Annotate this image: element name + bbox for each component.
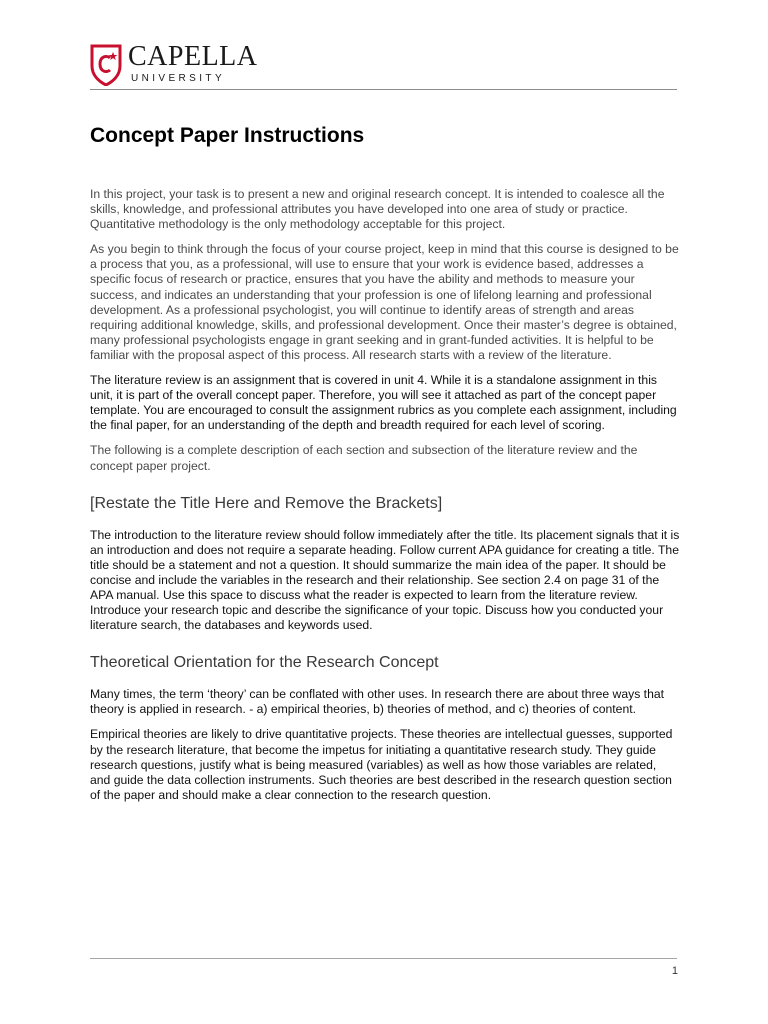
brand-subtitle: UNIVERSITY	[131, 73, 226, 84]
section-heading-theory: Theoretical Orientation for the Research Concept	[90, 654, 439, 672]
capella-shield-logo-icon	[90, 44, 122, 86]
section-heading-title: [Restate the Title Here and Remove the Brackets]	[90, 494, 443, 512]
brand-name: CAPELLA	[128, 41, 258, 72]
footer-divider	[90, 958, 677, 959]
section-paragraph: The introduction to the literature review should follow immediately after the title. Its placement signals that it is an introduction and does not require a separate heading. Follow current APA guidance for creating a title. The title should be a statement and not a question. It should summarize the main idea of the paper. It should be concise and include the variables in the research and their relationship. See section 2.4 on page 31 of the APA manual. Use this space to discuss what the reader is expected to learn from the literature review. Introduce your research topic and describe the significance of your topic. Discuss how you conducted your literature search, the databases and keywords used.	[90, 527, 680, 633]
document-body	[90, 120, 680, 803]
intro-paragraph: In this project, your task is to present a new and original research concept. It is intended to coalesce all the skills, knowledge, and professional attributes you have developed into one area of study or practice. Quantitative methodology is the only methodology acceptable for this project.	[90, 187, 665, 232]
section-paragraph: Empirical theories are likely to drive quantitative projects. These theories are intellectual guesses, supported by the research literature, that become the impetus for initiating a quantitative research study. They guide research questions, justify what is being measured (variables) as well as how those variables are related, and guide the data collection instruments. Such theories are best described in the research question section of the paper and should make a clear connection to the research question.	[90, 727, 673, 802]
intro-paragraph: The following is a complete description of each section and subsection of the literature review and the concept paper project.	[90, 443, 638, 473]
page-number: 1	[671, 965, 678, 977]
capella-logo	[90, 41, 290, 88]
intro-paragraph: As you begin to think through the focus of your course project, keep in mind that this course is designed to be a process that you, as a professional, will use to ensure that your work is evidence based, addresses a specific focus of research or practice, ensures that you have the ability and methods to measure your success, and indicates an understanding that your profession is one of lifelong learning and professional development. As a professional psychologist, you will continue to identify areas of strength and areas requiring additional knowledge, skills, and professional development. Once their master’s degree is obtained, many professional psychologists engage in grant seeking and in grant-funded activities. It is helpful to be familiar with the proposal aspect of this process. All research starts with a review of the literature.	[90, 242, 679, 362]
document-title: Concept Paper Instructions	[90, 124, 365, 147]
section-paragraph: Many times, the term ‘theory’ can be conflated with other uses. In research there are about three ways that theory is applied in research. - a) empirical theories, b) theories of method, and c) theories of content.	[90, 687, 665, 717]
intro-paragraph: The literature review is an assignment that is covered in unit 4. While it is a standalone assignment in this unit, it is part of the overall concept paper. Therefore, you will see it attached as part of the concept paper template. You are encouraged to consult the assignment rubrics as you complete each assignment, including the final paper, for an understanding of the depth and breadth required for each level of scoring.	[90, 373, 677, 433]
header-divider	[90, 89, 677, 90]
